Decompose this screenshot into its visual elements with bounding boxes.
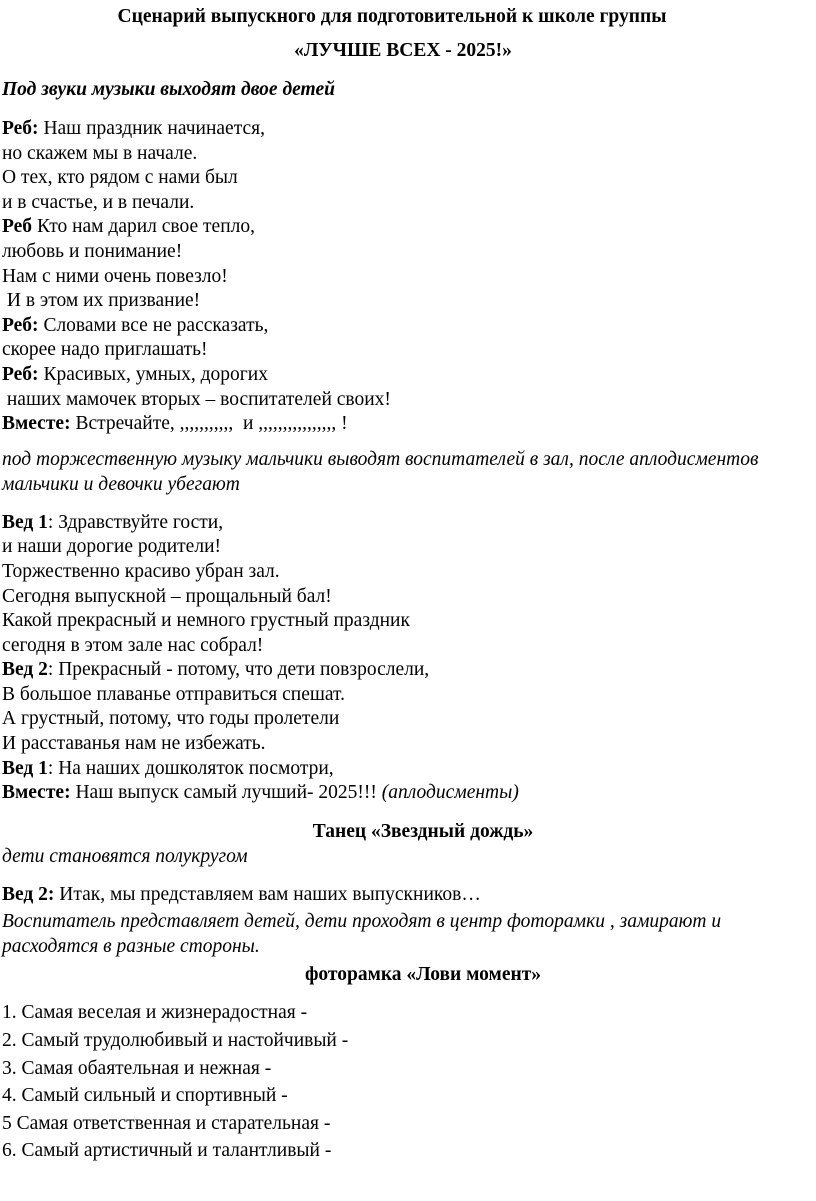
line-text: Словами все не рассказать, <box>38 314 269 336</box>
document-subtitle: «ЛУЧШЕ ВСЕХ - 2025!» <box>294 40 512 61</box>
speaker-label: Вед 2 <box>2 659 48 681</box>
dialogue-line <box>2 883 804 908</box>
photo-frame-heading: фоторамка «Лови момент» <box>304 964 542 986</box>
line-text: Встречайте, ,,,,,,,,,,, и ,,,,,,,,,,,,,,,, ! <box>70 413 348 435</box>
nomination-item: 4. Самый сильный и спортивный - <box>2 1085 288 1107</box>
dialogue-line <box>2 363 804 388</box>
dialogue-line <box>2 658 804 683</box>
dialogue-line <box>2 240 804 265</box>
stage-direction: дети становятся полукругом <box>2 845 248 867</box>
speaker-label: Вед 1 <box>2 757 48 779</box>
line-text: Итак, мы представляем вам наших выпускников… <box>54 883 481 905</box>
document-title: Сценарий выпускного для подготовительной к школе группы <box>117 6 667 27</box>
line-text: И в этом их призвание! <box>2 290 201 312</box>
line-text: но скажем мы в начале. <box>2 142 198 164</box>
line-text: и наши дорогие родители! <box>2 536 221 558</box>
dialogue-line <box>2 338 804 363</box>
line-text: Кто нам дарил свое тепло, <box>32 216 255 238</box>
line-text: наших мамочек вторых – воспитателей своих! <box>2 388 391 410</box>
speaker-label: Вед 2: <box>2 883 55 905</box>
speaker-label: Реб: <box>2 363 39 385</box>
line-text: : Прекрасный - потому, что дети повзрослели, <box>47 659 430 681</box>
stage-direction: Под звуки музыки выходят двое детей <box>2 79 335 100</box>
line-text: Сегодня выпускной – прощальный бал! <box>2 585 332 607</box>
dialogue-line <box>2 560 804 585</box>
line-text: Красивых, умных, дорогих <box>38 363 268 385</box>
line-text: Нам с ними очень повезло! <box>2 265 228 287</box>
line-text: скорее надо приглашать! <box>2 339 208 361</box>
line-text: любовь и понимание! <box>2 240 183 262</box>
nomination-item: 6. Самый артистичный и талантливый - <box>2 1140 332 1162</box>
dialogue-line <box>2 511 804 536</box>
dialogue-line <box>2 634 804 659</box>
nomination-item: 5 Самая ответственная и старательная - <box>2 1112 331 1134</box>
dialogue-line <box>2 142 804 167</box>
dialogue-line <box>2 412 804 437</box>
line-text: Наш выпуск самый лучший- 2025!!! <box>70 782 382 804</box>
dance-heading: Танец «Звездный дождь» <box>312 820 534 842</box>
nomination-item: 3. Самая обаятельная и нежная - <box>2 1057 272 1079</box>
dialogue-line <box>2 585 804 610</box>
speaker-label: Вместе: <box>2 413 71 435</box>
dialogue-line <box>2 191 804 216</box>
dialogue-line <box>2 535 804 560</box>
dialogue-line <box>2 781 804 806</box>
line-text: О тех, кто рядом с нами был <box>2 167 238 189</box>
dialogue-line <box>2 732 804 757</box>
line-text: Торжественно красиво убран зал. <box>2 560 280 582</box>
stage-direction: Воспитатель представляет детей, дети проходят в центр фоторамки , замирают и расходятся в разные стороны. <box>2 911 722 958</box>
speaker-label: Вед 1 <box>2 511 48 533</box>
line-text: И расставанья нам не избежать. <box>2 733 266 755</box>
speaker-label: Реб <box>2 216 33 238</box>
dialogue-line <box>2 215 804 240</box>
nomination-item: 1. Самая веселая и жизнерадостная - <box>2 1002 308 1024</box>
document-page <box>0 4 816 1201</box>
line-text: А грустный, потому, что годы пролетели <box>2 708 340 730</box>
dialogue-line <box>2 289 804 314</box>
dialogue-line <box>2 314 804 339</box>
dialogue-block-1 <box>2 117 804 437</box>
dialogue-line <box>2 757 804 782</box>
dialogue-line <box>2 166 804 191</box>
dialogue-line <box>2 117 804 142</box>
line-text: сегодня в этом зале нас собрал! <box>2 634 264 656</box>
line-text: и в счастье, и в печали. <box>2 191 195 213</box>
stage-direction: под торжественную музыку мальчики выводят воспитателей в зал, после аплодисментов мальчики и девочки убегают <box>2 448 759 495</box>
speaker-label: Реб: <box>2 314 39 336</box>
line-text: Наш праздник начинается, <box>38 118 265 139</box>
nomination-item: 2. Самый трудолюбивый и настойчивый - <box>2 1030 349 1052</box>
nominations-list <box>2 999 804 1165</box>
dialogue-line <box>2 683 804 708</box>
dialogue-line <box>2 388 804 413</box>
dialogue-line <box>2 609 804 634</box>
stage-remark: (аплодисменты) <box>381 782 519 804</box>
speaker-label: Реб: <box>2 118 39 139</box>
speaker-label: Вместе: <box>2 782 71 804</box>
line-text: : Здравствуйте гости, <box>47 511 224 533</box>
line-text: Какой прекрасный и немного грустный праздник <box>2 610 410 632</box>
dialogue-block-2 <box>2 511 804 806</box>
dialogue-line <box>2 265 804 290</box>
line-text: В большое плаванье отправиться спешат. <box>2 683 345 705</box>
line-text: : На наших дошколяток посмотри, <box>47 757 334 779</box>
dialogue-line <box>2 707 804 732</box>
